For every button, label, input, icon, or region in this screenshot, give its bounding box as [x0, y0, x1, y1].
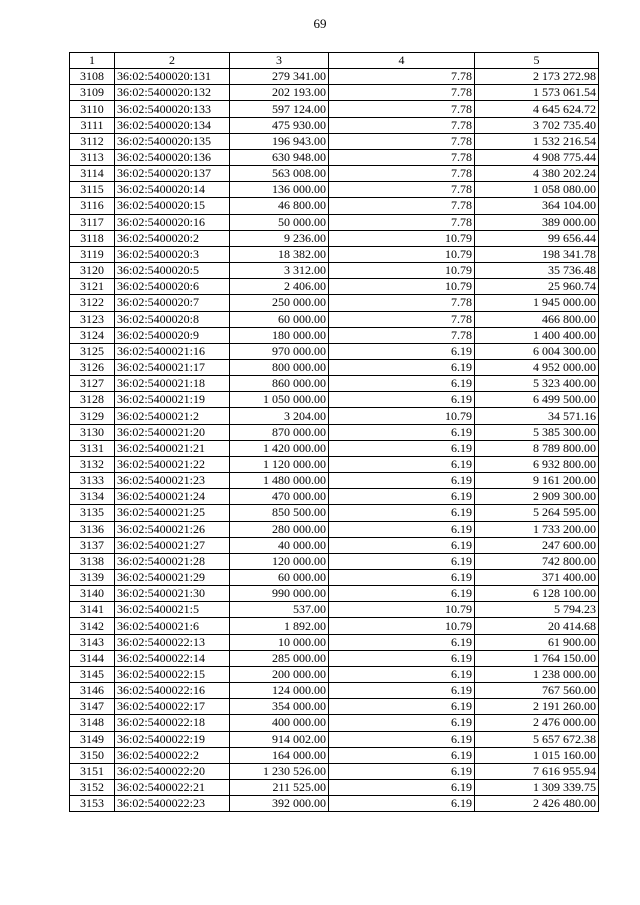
cadastral-number-cell: 36:02:5400022:20: [115, 763, 230, 779]
row-number-cell: 3138: [70, 553, 115, 569]
row-number-cell: 3129: [70, 408, 115, 424]
table-row: [70, 586, 599, 602]
cadastral-number-cell: 36:02:5400021:5: [115, 602, 230, 618]
column-header-2: 2: [115, 53, 230, 69]
table-row: [70, 359, 599, 375]
cadastral-number-cell: 36:02:5400021:20: [115, 424, 230, 440]
cadastral-number-cell: 36:02:5400020:8: [115, 311, 230, 327]
area-value-cell: 914 002.00: [230, 731, 329, 747]
cadastral-number-cell: 36:02:5400020:135: [115, 133, 230, 149]
table-row: [70, 699, 599, 715]
cadastral-number-cell: 36:02:5400021:18: [115, 376, 230, 392]
row-number-cell: 3134: [70, 489, 115, 505]
rate-value-cell: 10.79: [329, 279, 475, 295]
table-row: [70, 149, 599, 165]
rate-value-cell: 6.19: [329, 634, 475, 650]
row-number-cell: 3112: [70, 133, 115, 149]
area-value-cell: 280 000.00: [230, 521, 329, 537]
cadastral-number-cell: 36:02:5400021:25: [115, 505, 230, 521]
table-row: [70, 246, 599, 262]
area-value-cell: 630 948.00: [230, 149, 329, 165]
rate-value-cell: 6.19: [329, 553, 475, 569]
row-number-cell: 3115: [70, 182, 115, 198]
area-value-cell: 136 000.00: [230, 182, 329, 198]
cadastral-number-cell: 36:02:5400022:17: [115, 699, 230, 715]
row-number-cell: 3145: [70, 666, 115, 682]
rate-value-cell: 6.19: [329, 537, 475, 553]
table-row: [70, 263, 599, 279]
row-number-cell: 3146: [70, 683, 115, 699]
column-header-1: 1: [70, 53, 115, 69]
cadastral-number-cell: 36:02:5400022:18: [115, 715, 230, 731]
rate-value-cell: 6.19: [329, 796, 475, 812]
table-row: [70, 327, 599, 343]
cadastral-number-cell: 36:02:5400021:29: [115, 570, 230, 586]
row-number-cell: 3120: [70, 263, 115, 279]
table-row: [70, 230, 599, 246]
area-value-cell: 1 420 000.00: [230, 440, 329, 456]
area-value-cell: 3 312.00: [230, 263, 329, 279]
table-row: [70, 537, 599, 553]
page-number: 69: [313, 16, 327, 31]
rate-value-cell: 7.78: [329, 166, 475, 182]
cadastral-value-cell: 5 264 595.00: [475, 505, 599, 521]
table-row: [70, 408, 599, 424]
cadastral-value-cell: 2 426 480.00: [475, 796, 599, 812]
cadastral-value-cell: 9 161 200.00: [475, 473, 599, 489]
area-value-cell: 3 204.00: [230, 408, 329, 424]
area-value-cell: 537.00: [230, 602, 329, 618]
cadastral-value-table: [69, 52, 599, 812]
table-row: [70, 279, 599, 295]
rate-value-cell: 6.19: [329, 715, 475, 731]
cadastral-number-cell: 36:02:5400021:27: [115, 537, 230, 553]
rate-value-cell: 6.19: [329, 489, 475, 505]
rate-value-cell: 10.79: [329, 602, 475, 618]
area-value-cell: 475 930.00: [230, 117, 329, 133]
cadastral-number-cell: 36:02:5400021:26: [115, 521, 230, 537]
cadastral-number-cell: 36:02:5400020:9: [115, 327, 230, 343]
table-row: [70, 69, 599, 85]
table-row: [70, 456, 599, 472]
row-number-cell: 3111: [70, 117, 115, 133]
row-number-cell: 3122: [70, 295, 115, 311]
rate-value-cell: 7.78: [329, 85, 475, 101]
row-number-cell: 3148: [70, 715, 115, 731]
row-number-cell: 3125: [70, 343, 115, 359]
table-row: [70, 618, 599, 634]
cadastral-value-cell: 1 015 160.00: [475, 747, 599, 763]
cadastral-number-cell: 36:02:5400020:134: [115, 117, 230, 133]
cadastral-value-cell: 2 173 272.98: [475, 69, 599, 85]
rate-value-cell: 6.19: [329, 440, 475, 456]
table-row: [70, 634, 599, 650]
area-value-cell: 120 000.00: [230, 553, 329, 569]
row-number-cell: 3131: [70, 440, 115, 456]
area-value-cell: 870 000.00: [230, 424, 329, 440]
cadastral-number-cell: 36:02:5400022:16: [115, 683, 230, 699]
cadastral-value-cell: 6 128 100.00: [475, 586, 599, 602]
row-number-cell: 3152: [70, 780, 115, 796]
rate-value-cell: 7.78: [329, 327, 475, 343]
row-number-cell: 3109: [70, 85, 115, 101]
cadastral-value-cell: 61 900.00: [475, 634, 599, 650]
table-row: [70, 166, 599, 182]
rate-value-cell: 6.19: [329, 521, 475, 537]
rate-value-cell: 6.19: [329, 343, 475, 359]
row-number-cell: 3137: [70, 537, 115, 553]
cadastral-number-cell: 36:02:5400020:2: [115, 230, 230, 246]
row-number-cell: 3136: [70, 521, 115, 537]
table-row: [70, 117, 599, 133]
row-number-cell: 3139: [70, 570, 115, 586]
rate-value-cell: 6.19: [329, 763, 475, 779]
cadastral-value-cell: 1 532 216.54: [475, 133, 599, 149]
cadastral-value-cell: 767 560.00: [475, 683, 599, 699]
rate-value-cell: 7.78: [329, 214, 475, 230]
cadastral-number-cell: 36:02:5400021:17: [115, 359, 230, 375]
rate-value-cell: 6.19: [329, 392, 475, 408]
table-row: [70, 343, 599, 359]
row-number-cell: 3123: [70, 311, 115, 327]
row-number-cell: 3141: [70, 602, 115, 618]
rate-value-cell: 10.79: [329, 246, 475, 262]
cadastral-value-cell: 4 380 202.24: [475, 166, 599, 182]
column-header-3: 3: [230, 53, 329, 69]
rate-value-cell: 7.78: [329, 101, 475, 117]
table-row: [70, 747, 599, 763]
area-value-cell: 196 943.00: [230, 133, 329, 149]
rate-value-cell: 6.19: [329, 747, 475, 763]
cadastral-value-cell: 7 616 955.94: [475, 763, 599, 779]
row-number-cell: 3130: [70, 424, 115, 440]
area-value-cell: 202 193.00: [230, 85, 329, 101]
row-number-cell: 3135: [70, 505, 115, 521]
row-number-cell: 3140: [70, 586, 115, 602]
table-row: [70, 683, 599, 699]
rate-value-cell: 10.79: [329, 408, 475, 424]
cadastral-value-cell: 1 764 150.00: [475, 650, 599, 666]
area-value-cell: 470 000.00: [230, 489, 329, 505]
cadastral-number-cell: 36:02:5400021:16: [115, 343, 230, 359]
cadastral-value-cell: 5 657 672.38: [475, 731, 599, 747]
rate-value-cell: 6.19: [329, 456, 475, 472]
cadastral-value-cell: 2 476 000.00: [475, 715, 599, 731]
cadastral-value-cell: 1 058 080.00: [475, 182, 599, 198]
area-value-cell: 211 525.00: [230, 780, 329, 796]
row-number-cell: 3132: [70, 456, 115, 472]
rate-value-cell: 10.79: [329, 230, 475, 246]
area-value-cell: 1 120 000.00: [230, 456, 329, 472]
table-row: [70, 392, 599, 408]
rate-value-cell: 6.19: [329, 731, 475, 747]
rate-value-cell: 7.78: [329, 198, 475, 214]
area-value-cell: 597 124.00: [230, 101, 329, 117]
cadastral-number-cell: 36:02:5400021:21: [115, 440, 230, 456]
rate-value-cell: 7.78: [329, 311, 475, 327]
cadastral-value-cell: 1 573 061.54: [475, 85, 599, 101]
rate-value-cell: 6.19: [329, 473, 475, 489]
rate-value-cell: 6.19: [329, 505, 475, 521]
cadastral-number-cell: 36:02:5400020:137: [115, 166, 230, 182]
area-value-cell: 60 000.00: [230, 311, 329, 327]
cadastral-number-cell: 36:02:5400022:23: [115, 796, 230, 812]
rate-value-cell: 6.19: [329, 376, 475, 392]
row-number-cell: 3118: [70, 230, 115, 246]
area-value-cell: 200 000.00: [230, 666, 329, 682]
column-header-5: 5: [475, 53, 599, 69]
cadastral-value-cell: 5 794.23: [475, 602, 599, 618]
cadastral-value-cell: 1 400 400.00: [475, 327, 599, 343]
row-number-cell: 3119: [70, 246, 115, 262]
area-value-cell: 9 236.00: [230, 230, 329, 246]
cadastral-value-cell: 1 945 000.00: [475, 295, 599, 311]
cadastral-number-cell: 36:02:5400021:24: [115, 489, 230, 505]
cadastral-number-cell: 36:02:5400020:5: [115, 263, 230, 279]
area-value-cell: 164 000.00: [230, 747, 329, 763]
row-number-cell: 3144: [70, 650, 115, 666]
area-value-cell: 2 406.00: [230, 279, 329, 295]
area-value-cell: 400 000.00: [230, 715, 329, 731]
table-row: [70, 489, 599, 505]
area-value-cell: 279 341.00: [230, 69, 329, 85]
row-number-cell: 3149: [70, 731, 115, 747]
cadastral-value-cell: 2 909 300.00: [475, 489, 599, 505]
table-row: [70, 553, 599, 569]
row-number-cell: 3116: [70, 198, 115, 214]
row-number-cell: 3124: [70, 327, 115, 343]
cadastral-number-cell: 36:02:5400020:6: [115, 279, 230, 295]
table-row: [70, 214, 599, 230]
table-row: [70, 424, 599, 440]
cadastral-value-cell: 6 932 800.00: [475, 456, 599, 472]
table-row: [70, 198, 599, 214]
cadastral-value-cell: 5 323 400.00: [475, 376, 599, 392]
cadastral-value-cell: 364 104.00: [475, 198, 599, 214]
cadastral-value-cell: 99 656.44: [475, 230, 599, 246]
row-number-cell: 3142: [70, 618, 115, 634]
cadastral-value-cell: 247 600.00: [475, 537, 599, 553]
row-number-cell: 3153: [70, 796, 115, 812]
rate-value-cell: 7.78: [329, 182, 475, 198]
rate-value-cell: 7.78: [329, 69, 475, 85]
rate-value-cell: 7.78: [329, 133, 475, 149]
row-number-cell: 3114: [70, 166, 115, 182]
row-number-cell: 3121: [70, 279, 115, 295]
table-row: [70, 570, 599, 586]
row-number-cell: 3151: [70, 763, 115, 779]
area-value-cell: 50 000.00: [230, 214, 329, 230]
cadastral-number-cell: 36:02:5400022:13: [115, 634, 230, 650]
cadastral-value-cell: 3 702 735.40: [475, 117, 599, 133]
cadastral-number-cell: 36:02:5400020:132: [115, 85, 230, 101]
cadastral-number-cell: 36:02:5400022:15: [115, 666, 230, 682]
area-value-cell: 1 892.00: [230, 618, 329, 634]
cadastral-value-cell: 25 960.74: [475, 279, 599, 295]
cadastral-number-cell: 36:02:5400020:7: [115, 295, 230, 311]
cadastral-value-cell: 4 952 000.00: [475, 359, 599, 375]
cadastral-number-cell: 36:02:5400020:15: [115, 198, 230, 214]
area-value-cell: 1 230 526.00: [230, 763, 329, 779]
cadastral-number-cell: 36:02:5400020:131: [115, 69, 230, 85]
cadastral-value-cell: 198 341.78: [475, 246, 599, 262]
cadastral-number-cell: 36:02:5400020:136: [115, 149, 230, 165]
table-row: [70, 473, 599, 489]
area-value-cell: 392 000.00: [230, 796, 329, 812]
row-number-cell: 3113: [70, 149, 115, 165]
area-value-cell: 1 480 000.00: [230, 473, 329, 489]
cadastral-value-cell: 34 571.16: [475, 408, 599, 424]
area-value-cell: 46 800.00: [230, 198, 329, 214]
area-value-cell: 124 000.00: [230, 683, 329, 699]
cadastral-value-cell: 389 000.00: [475, 214, 599, 230]
cadastral-number-cell: 36:02:5400021:22: [115, 456, 230, 472]
rate-value-cell: 7.78: [329, 117, 475, 133]
table-row: [70, 376, 599, 392]
cadastral-value-cell: 466 800.00: [475, 311, 599, 327]
rate-value-cell: 6.19: [329, 780, 475, 796]
table-row: [70, 440, 599, 456]
cadastral-value-cell: 2 191 260.00: [475, 699, 599, 715]
table-row: [70, 295, 599, 311]
cadastral-number-cell: 36:02:5400020:3: [115, 246, 230, 262]
cadastral-value-cell: 742 800.00: [475, 553, 599, 569]
table-row: [70, 666, 599, 682]
table-row: [70, 85, 599, 101]
cadastral-number-cell: 36:02:5400021:28: [115, 553, 230, 569]
area-value-cell: 990 000.00: [230, 586, 329, 602]
column-header-4: 4: [329, 53, 475, 69]
cadastral-value-cell: 4 908 775.44: [475, 149, 599, 165]
cadastral-number-cell: 36:02:5400021:23: [115, 473, 230, 489]
cadastral-value-cell: 1 309 339.75: [475, 780, 599, 796]
cadastral-number-cell: 36:02:5400021:19: [115, 392, 230, 408]
area-value-cell: 40 000.00: [230, 537, 329, 553]
table-row: [70, 715, 599, 731]
rate-value-cell: 6.19: [329, 586, 475, 602]
rate-value-cell: 6.19: [329, 699, 475, 715]
table-row: [70, 731, 599, 747]
area-value-cell: 970 000.00: [230, 343, 329, 359]
row-number-cell: 3127: [70, 376, 115, 392]
table-row: [70, 311, 599, 327]
table-row: [70, 182, 599, 198]
area-value-cell: 18 382.00: [230, 246, 329, 262]
area-value-cell: 563 008.00: [230, 166, 329, 182]
area-value-cell: 180 000.00: [230, 327, 329, 343]
cadastral-value-cell: 8 789 800.00: [475, 440, 599, 456]
cadastral-value-cell: 1 733 200.00: [475, 521, 599, 537]
cadastral-number-cell: 36:02:5400021:30: [115, 586, 230, 602]
cadastral-value-cell: 1 238 000.00: [475, 666, 599, 682]
area-value-cell: 800 000.00: [230, 359, 329, 375]
cadastral-number-cell: 36:02:5400022:2: [115, 747, 230, 763]
area-value-cell: 850 500.00: [230, 505, 329, 521]
rate-value-cell: 6.19: [329, 359, 475, 375]
cadastral-value-cell: 371 400.00: [475, 570, 599, 586]
cadastral-value-cell: 5 385 300.00: [475, 424, 599, 440]
rate-value-cell: 10.79: [329, 618, 475, 634]
area-value-cell: 10 000.00: [230, 634, 329, 650]
cadastral-number-cell: 36:02:5400020:14: [115, 182, 230, 198]
row-number-cell: 3143: [70, 634, 115, 650]
area-value-cell: 1 050 000.00: [230, 392, 329, 408]
rate-value-cell: 6.19: [329, 570, 475, 586]
area-value-cell: 354 000.00: [230, 699, 329, 715]
table-header-row: [70, 53, 599, 69]
rate-value-cell: 7.78: [329, 295, 475, 311]
cadastral-value-cell: 6 004 300.00: [475, 343, 599, 359]
row-number-cell: 3110: [70, 101, 115, 117]
cadastral-number-cell: 36:02:5400020:133: [115, 101, 230, 117]
area-value-cell: 285 000.00: [230, 650, 329, 666]
cadastral-value-cell: 20 414.68: [475, 618, 599, 634]
rate-value-cell: 6.19: [329, 650, 475, 666]
cadastral-number-cell: 36:02:5400022:19: [115, 731, 230, 747]
row-number-cell: 3150: [70, 747, 115, 763]
area-value-cell: 60 000.00: [230, 570, 329, 586]
row-number-cell: 3126: [70, 359, 115, 375]
rate-value-cell: 10.79: [329, 263, 475, 279]
rate-value-cell: 7.78: [329, 149, 475, 165]
cadastral-number-cell: 36:02:5400020:16: [115, 214, 230, 230]
row-number-cell: 3147: [70, 699, 115, 715]
table-row: [70, 133, 599, 149]
table-row: [70, 521, 599, 537]
table-row: [70, 650, 599, 666]
area-value-cell: 250 000.00: [230, 295, 329, 311]
cadastral-number-cell: 36:02:5400022:14: [115, 650, 230, 666]
table-row: [70, 602, 599, 618]
cadastral-value-cell: 35 736.48: [475, 263, 599, 279]
row-number-cell: 3133: [70, 473, 115, 489]
cadastral-number-cell: 36:02:5400021:6: [115, 618, 230, 634]
table-row: [70, 763, 599, 779]
cadastral-number-cell: 36:02:5400022:21: [115, 780, 230, 796]
cadastral-value-cell: 6 499 500.00: [475, 392, 599, 408]
row-number-cell: 3128: [70, 392, 115, 408]
table-row: [70, 101, 599, 117]
row-number-cell: 3108: [70, 69, 115, 85]
rate-value-cell: 6.19: [329, 666, 475, 682]
cadastral-number-cell: 36:02:5400021:2: [115, 408, 230, 424]
table-row: [70, 505, 599, 521]
table-row: [70, 780, 599, 796]
cadastral-value-cell: 4 645 624.72: [475, 101, 599, 117]
rate-value-cell: 6.19: [329, 683, 475, 699]
area-value-cell: 860 000.00: [230, 376, 329, 392]
rate-value-cell: 6.19: [329, 424, 475, 440]
table-row: [70, 796, 599, 812]
row-number-cell: 3117: [70, 214, 115, 230]
